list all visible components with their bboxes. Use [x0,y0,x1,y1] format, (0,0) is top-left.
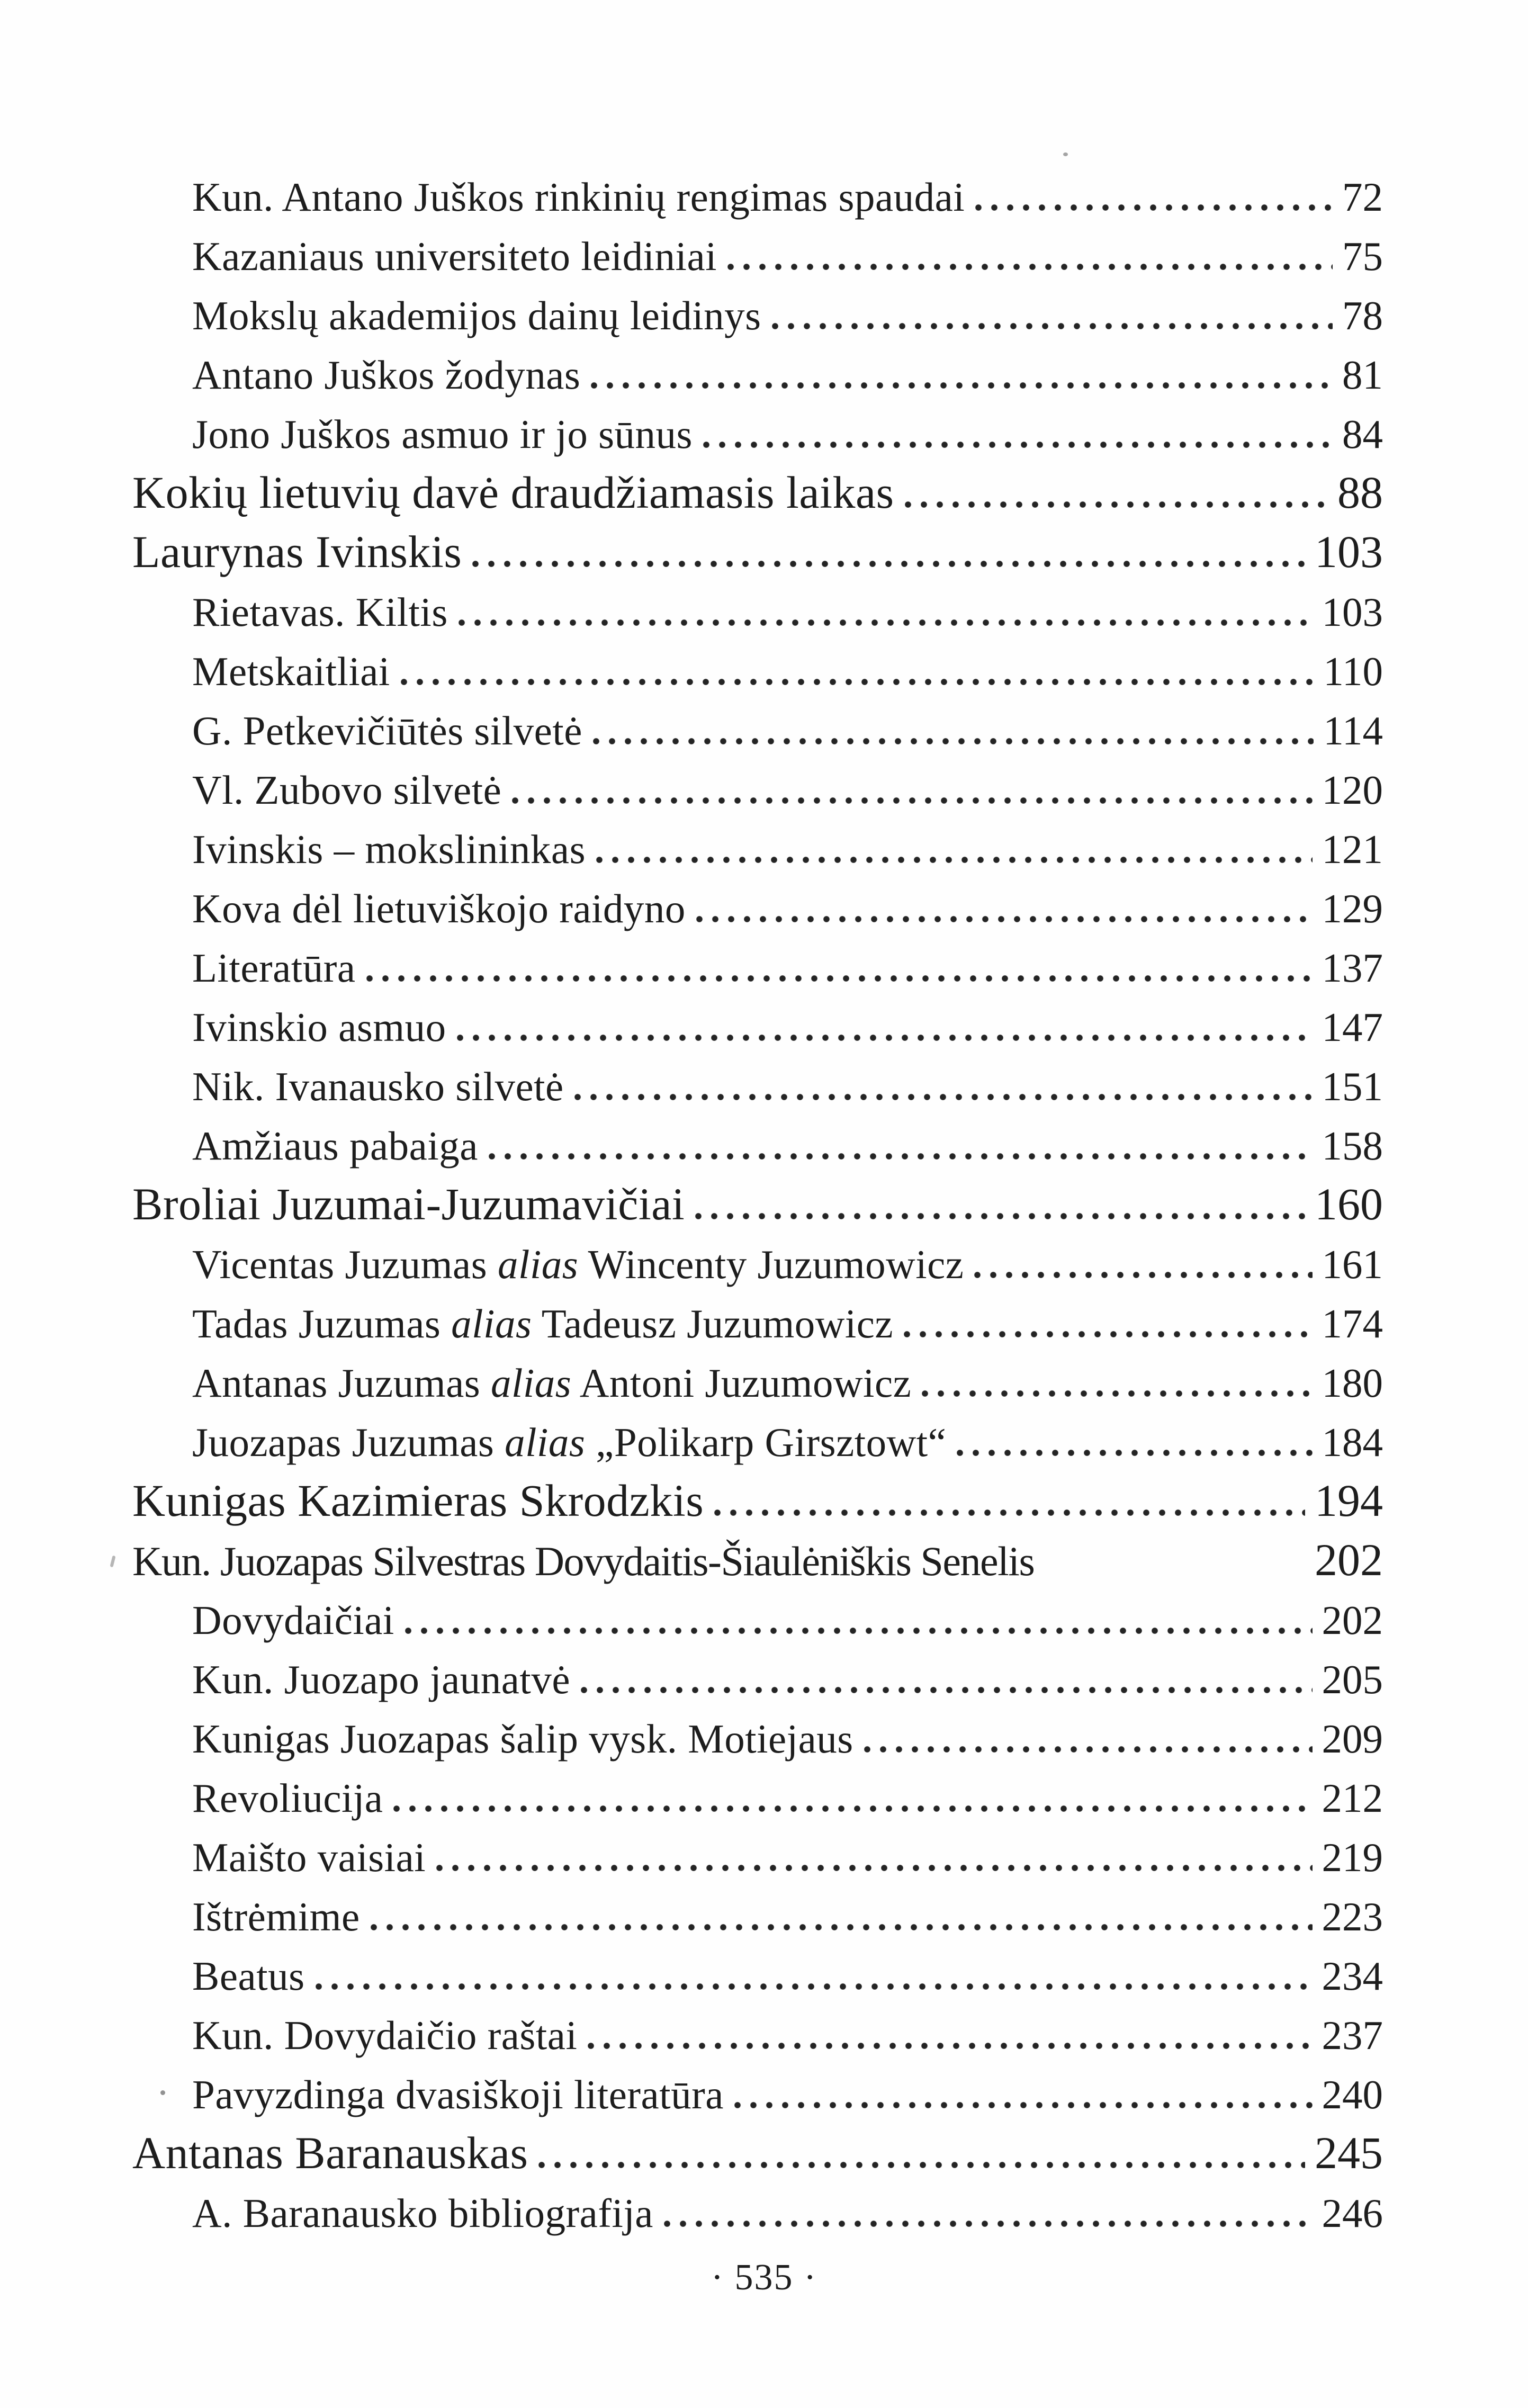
scan-speck [110,1556,115,1568]
toc-leader-dots [695,1212,1305,1219]
toc-leader-dots [316,1983,1313,1990]
toc-leader-dots [366,975,1313,982]
toc-entry-title: Jono Juškos asmuo ir jo sūnus [192,411,693,457]
toc-entry-page-number: 246 [1322,2190,1383,2236]
toc-entry-title: Antano Juškos žodynas [192,352,581,398]
toc-entry-page-number: 75 [1342,233,1383,279]
toc-entry [132,2122,1383,2181]
toc-entry-title: A. Baranausko bibliografija [192,2190,653,2236]
toc-entry-page-number: 72 [1342,174,1383,220]
toc-entry-page-number: 184 [1322,1419,1383,1465]
toc-leader-dots [904,1331,1312,1337]
toc-entry-page-number: 194 [1315,1475,1383,1526]
toc-entry-title: Kunigas Kazimieras Skrodzkis [132,1475,704,1526]
toc-leader-dots [596,856,1312,863]
toc-entry [132,343,1383,402]
toc-leader-dots [512,797,1312,804]
table-of-contents [132,165,1383,2241]
toc-entry [132,2181,1383,2241]
toc-leader-dots [472,560,1305,567]
toc-entry-title: Amžiaus pabaiga [192,1123,478,1169]
toc-entry [132,224,1383,284]
toc-leader-dots [727,263,1333,270]
toc-entry-page-number: 160 [1315,1179,1383,1229]
toc-entry [132,521,1383,580]
toc-entry [132,1292,1383,1351]
toc-leader-dots [588,2042,1312,2049]
toc-entry [132,284,1383,343]
toc-entry [132,1588,1383,1648]
toc-leader-dots [696,915,1313,922]
toc-entry-page-number: 129 [1322,886,1383,931]
toc-entry-page-number: 180 [1322,1360,1383,1406]
toc-entry-page-number: 88 [1337,467,1383,518]
toc-entry [132,1944,1383,2003]
toc-entry-page-number: 205 [1322,1657,1383,1702]
toc-entry-page-number: 110 [1323,649,1383,694]
toc-entry [132,817,1383,877]
toc-entry-page-number: 103 [1322,589,1383,635]
toc-entry-title: Kun. Antano Juškos rinkinių rengimas spaudai [192,174,965,220]
toc-entry-title: Antanas Juzumas alias Antoni Juzumowicz [192,1360,912,1406]
toc-entry-title: Literatūra [192,945,356,991]
toc-entry-page-number: 202 [1322,1597,1383,1643]
toc-entry-title: Juozapas Juzumas alias „Polikarp Girsztowt“ [192,1419,947,1465]
toc-entry [132,402,1383,462]
toc-leader-dots [714,1509,1305,1516]
toc-entry-title: Dovydaičiai [192,1597,394,1643]
toc-entry [132,936,1383,995]
toc-entry-title: Revoliucija [192,1775,383,1821]
toc-entry-title: Kokių lietuvių davė draudžiamasis laikas [132,467,894,518]
toc-leader-dots [957,1449,1312,1456]
toc-leader-dots [459,619,1313,626]
toc-entry [132,995,1383,1055]
toc-entry-page-number: 137 [1322,945,1383,991]
toc-entry-page-number: 84 [1342,411,1383,457]
toc-entry [132,1470,1383,1529]
toc-leader-dots [574,1093,1313,1100]
toc-leader-dots [405,1627,1313,1634]
footer-page-number: · 535 · [711,2257,817,2298]
toc-entry [132,758,1383,817]
toc-entry-page-number: 121 [1322,826,1383,872]
toc-entry-page-number: 161 [1322,1242,1383,1287]
toc-entry [132,165,1383,224]
toc-leader-dots [905,501,1328,508]
toc-leader-dots [457,1034,1313,1041]
toc-leader-dots [664,2220,1313,2227]
toc-entry [132,1233,1383,1292]
toc-entry-title: Laurynas Ivinskis [132,526,462,577]
toc-entry-page-number: 151 [1322,1064,1383,1109]
toc-entry-page-number: 202 [1315,1534,1383,1585]
toc-entry-title: Kazaniaus universiteto leidiniai [192,233,717,279]
toc-entry-page-number: 158 [1322,1123,1383,1169]
toc-entry-title: Vl. Zubovo silvetė [192,767,502,813]
toc-leader-dots [401,678,1314,685]
toc-entry-page-number: 103 [1315,526,1383,577]
toc-entry-title: Kunigas Juozapas šalip vysk. Motiejaus [192,1716,853,1762]
toc-entry-page-number: 212 [1322,1775,1383,1821]
toc-leader-dots [772,322,1333,329]
scan-speck [160,2090,165,2095]
toc-entry-page-number: 209 [1322,1716,1383,1762]
toc-entry [132,699,1383,758]
toc-entry [132,462,1383,521]
toc-leader-dots [371,1924,1313,1930]
toc-leader-dots [489,1153,1313,1160]
toc-entry-title: Vicentas Juzumas alias Wincenty Juzumowicz [192,1242,964,1287]
toc-entry-title: Broliai Juzumai-Juzumavičiai [132,1179,685,1229]
toc-leader-dots [591,382,1333,389]
toc-entry-title: Ištrėmime [192,1894,360,1939]
toc-entry-title: Kova dėl lietuviškojo raidyno [192,886,686,931]
toc-leader-dots [703,441,1333,448]
toc-leader-dots [593,738,1314,744]
toc-entry [132,1885,1383,1944]
toc-entry-page-number: 219 [1322,1835,1383,1880]
toc-entry [132,1055,1383,1114]
toc-entry-page-number: 174 [1322,1301,1383,1346]
toc-entry-title: Kun. Dovydaičio raštai [192,2012,578,2058]
toc-entry-title: G. Petkevičiūtės silvetė [192,708,582,753]
toc-entry-page-number: 114 [1323,708,1383,753]
toc-leader-dots [974,1271,1312,1278]
toc-entry [132,877,1383,936]
toc-leader-dots [864,1746,1313,1753]
toc-leader-dots [734,2101,1313,2108]
toc-leader-dots [581,1686,1313,1693]
toc-entry [132,2003,1383,2063]
toc-leader-dots [922,1390,1312,1397]
toc-entry-title: Kun. Juozapo jaunatvė [192,1657,570,1702]
toc-leader-dots [538,2161,1305,2168]
toc-entry-title: Nik. Ivanausko silvetė [192,1064,564,1109]
toc-entry-page-number: 240 [1322,2072,1383,2117]
toc-entry-page-number: 147 [1322,1004,1383,1050]
toc-leader-dots [436,1864,1312,1871]
toc-entry-title: Antanas Baranauskas [132,2127,528,2178]
toc-entry-title: Maišto vaisiai [192,1835,426,1880]
toc-entry-page-number: 120 [1322,767,1383,813]
toc-entry-title: Metskaitliai [192,649,390,694]
toc-entry-page-number: 237 [1322,2012,1383,2058]
toc-entry [132,1410,1383,1470]
toc-entry [132,1114,1383,1173]
toc-leader-dots [393,1805,1312,1812]
toc-entry-title: Ivinskio asmuo [192,1004,446,1050]
toc-entry [132,1766,1383,1826]
toc-leader-dots [975,204,1333,211]
toc-leader-dots [1045,1568,1305,1575]
toc-entry-page-number: 234 [1322,1953,1383,1999]
toc-entry [132,1707,1383,1766]
toc-entry-title: Beatus [192,1953,305,1999]
toc-entry [132,640,1383,699]
toc-entry-title: Kun. Juozapas Silvestras Dovydaitis-Šiaulėniškis Senelis [132,1538,1035,1584]
toc-entry [132,1173,1383,1233]
toc-entry [132,1648,1383,1707]
toc-entry [132,1826,1383,1885]
toc-entry [132,580,1383,640]
toc-entry-title: Tadas Juzumas alias Tadeusz Juzumowicz [192,1301,894,1346]
toc-entry [132,2063,1383,2122]
toc-entry-page-number: 223 [1322,1894,1383,1939]
toc-entry-page-number: 78 [1342,293,1383,338]
scan-speck [1063,152,1068,156]
toc-entry-title: Rietavas. Kiltis [192,589,448,635]
toc-entry-title: Pavyzdinga dvasiškoji literatūra [192,2072,724,2117]
toc-entry-title: Ivinskis – mokslininkas [192,826,586,872]
toc-entry-title: Mokslų akademijos dainų leidinys [192,293,761,338]
toc-entry-page-number: 245 [1315,2127,1383,2178]
toc-entry-page-number: 81 [1342,352,1383,398]
toc-entry [132,1529,1383,1588]
toc-entry [132,1351,1383,1410]
